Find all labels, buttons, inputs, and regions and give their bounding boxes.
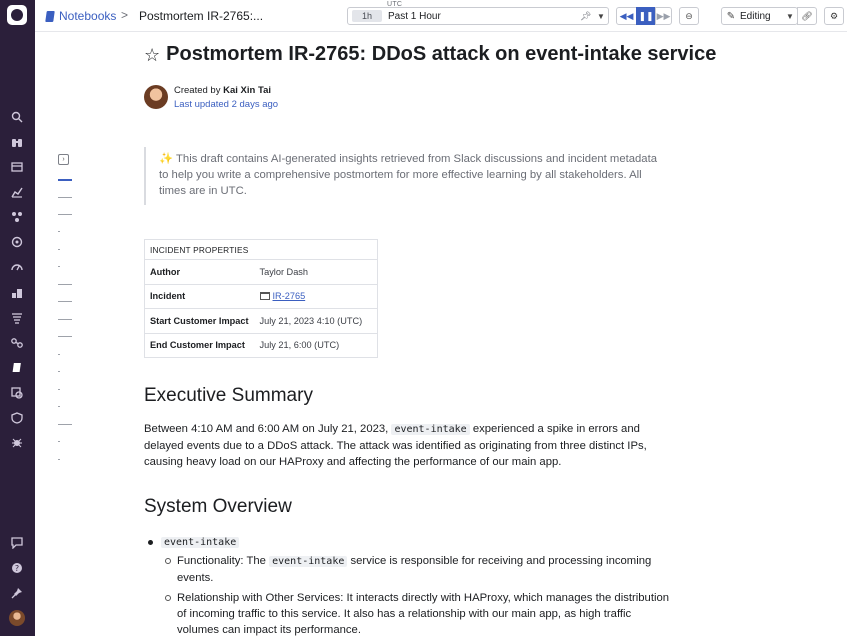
logs-icon[interactable] [10, 311, 24, 325]
outline-item[interactable] [58, 214, 72, 215]
incident-id: IR-2765 [272, 291, 306, 302]
pause-icon: ❚❚ [638, 10, 654, 21]
incident-icon [260, 292, 270, 300]
rewind-icon: ◀◀ [619, 10, 634, 21]
sparkle-icon: ✨ [159, 153, 174, 165]
service-code: event-intake [269, 556, 347, 567]
security-shield-icon[interactable] [10, 411, 24, 425]
edit-mode-label: Editing [740, 10, 771, 22]
property-value [255, 284, 378, 309]
author-name: Kai Xin Tai [223, 85, 271, 96]
time-range-value: Past 1 Hour [388, 10, 441, 22]
ai-callout [144, 147, 666, 205]
table-row [145, 284, 378, 309]
functionality-after: service is responsible for receiving and processing incoming events. [177, 555, 652, 584]
infrastructure-icon[interactable] [10, 286, 24, 300]
metrics-icon[interactable] [10, 185, 24, 199]
bullet-dot [148, 540, 153, 545]
property-value: Taylor Dash [255, 260, 378, 285]
table-row [145, 309, 378, 334]
outline-item[interactable] [58, 319, 72, 320]
outline-item[interactable] [58, 406, 60, 407]
chevron-down-icon[interactable]: ▼ [597, 11, 605, 21]
gear-icon: ⚙ [829, 10, 839, 21]
summary-text-before: Between 4:10 AM and 6:00 AM on July 21, 2023, [144, 423, 389, 435]
service-code: event-intake [161, 537, 239, 548]
rewind-button[interactable] [616, 7, 637, 25]
breadcrumb-notebooks-label: Notebooks [59, 9, 117, 23]
outline-item[interactable] [58, 441, 60, 442]
outline-item[interactable] [58, 459, 60, 460]
dashboard-icon[interactable] [10, 160, 24, 174]
datadog-logo[interactable] [7, 5, 27, 25]
monitors-icon[interactable] [10, 235, 24, 249]
chat-icon[interactable] [10, 536, 24, 550]
breadcrumb-separator: > [121, 8, 129, 22]
copy-link-button[interactable] [797, 7, 817, 25]
outline-item[interactable] [58, 371, 60, 372]
property-value: July 21, 2023 4:10 (UTC) [255, 309, 378, 334]
outline-item[interactable] [58, 249, 60, 250]
last-updated-link[interactable]: Last updated 2 days ago [174, 99, 279, 110]
zoom-icon: ⊖ [685, 10, 693, 21]
synthetics-icon[interactable] [10, 386, 24, 400]
outline-item[interactable] [58, 284, 72, 285]
property-key: End Customer Impact [145, 333, 255, 358]
incident-properties-table [144, 239, 378, 358]
outline-item[interactable] [58, 389, 60, 390]
author-block [144, 84, 278, 112]
outline-item[interactable] [58, 179, 72, 181]
integrations-icon[interactable] [10, 210, 24, 224]
outline-item[interactable] [58, 336, 72, 337]
bullet-circle [165, 595, 171, 601]
page-title[interactable]: Postmortem IR-2765: DDoS attack on event-intake service [166, 43, 717, 65]
system-overview-heading: System Overview [144, 496, 292, 517]
time-range-picker[interactable] [347, 7, 609, 25]
created-by [174, 84, 278, 98]
incident-properties-header: INCIDENT PROPERTIES [150, 244, 249, 255]
star-icon[interactable]: ☆ [144, 44, 161, 65]
timezone-label: UTC [387, 1, 403, 8]
relationship-text: Relationship with Other Services: It interacts directly with HAProxy, which manages the distribution of incoming traffic to this service. It also has a relationship with our main app, as high traffic volumes can impact its performance. [177, 592, 670, 636]
property-key: Incident [145, 284, 255, 309]
chevron-down-icon: ▼ [786, 11, 794, 21]
outline-item[interactable] [58, 301, 72, 302]
property-key: Start Customer Impact [145, 309, 255, 334]
sidebar-toggle-icon: › [62, 156, 65, 163]
executive-summary-heading: Executive Summary [144, 385, 313, 406]
zoom-out-button[interactable] [679, 7, 699, 25]
created-by-prefix: Created by [174, 85, 221, 96]
outline-toggle[interactable] [58, 154, 69, 165]
time-badge: 1h [352, 10, 382, 22]
apm-icon[interactable] [10, 260, 24, 274]
service-map-icon[interactable] [10, 336, 24, 350]
edit-mode-dropdown[interactable] [721, 7, 798, 25]
settings-button[interactable] [824, 7, 844, 25]
property-value: July 21, 6:00 (UTC) [255, 333, 378, 358]
table-row [145, 260, 378, 285]
notebooks-icon[interactable] [10, 361, 24, 375]
bug-icon[interactable] [10, 436, 24, 450]
outline-item[interactable] [58, 354, 60, 355]
top-bar [35, 0, 847, 32]
pin-icon[interactable]: 📌︎ [580, 10, 592, 21]
title-row [144, 43, 716, 66]
list-item [164, 590, 674, 636]
search-icon[interactable] [10, 110, 24, 124]
breadcrumb-current: Postmortem IR-2765:... [139, 9, 264, 23]
breadcrumb-notebooks[interactable] [46, 9, 116, 23]
link-icon: 🔗︎ [801, 10, 813, 21]
functionality-before: Functionality: The [177, 555, 266, 567]
executive-summary-text [144, 421, 672, 470]
callout-text: This draft contains AI-generated insights retrieved from Slack discussions and incident metadata to help you write a comprehensive postmortem for more effective learning by all stakeholders. All times are in UTC. [159, 153, 658, 197]
incident-link[interactable] [260, 291, 306, 301]
notebook-icon [45, 11, 55, 22]
list-item [148, 534, 676, 551]
user-avatar[interactable] [9, 610, 25, 626]
avatar [144, 85, 168, 109]
table-row [145, 333, 378, 358]
bullet-circle [165, 558, 171, 564]
service-code: event-intake [391, 424, 469, 435]
help-icon[interactable] [10, 561, 24, 575]
outline-item[interactable] [58, 266, 60, 267]
outline-item[interactable] [58, 424, 72, 425]
summary-text-after: experienced a spike in errors and delayed events due to a DDoS attack. The attack was identified as originating from three distinct IPs, causing heavy load on our HAProxy and affecting the performance of our main app. [144, 423, 647, 468]
outline-item[interactable] [58, 197, 72, 198]
property-key: Author [145, 260, 255, 285]
pause-button[interactable] [636, 7, 656, 25]
pencil-icon: ✎ [726, 10, 736, 22]
fast-forward-button[interactable] [655, 7, 672, 25]
outline-item[interactable] [58, 231, 60, 232]
pin-icon[interactable] [10, 586, 24, 600]
list-item [164, 553, 674, 586]
binoculars-icon[interactable] [10, 135, 24, 149]
left-nav [0, 0, 35, 636]
svg-text:?: ? [14, 564, 20, 573]
fast-forward-icon: ▶▶ [656, 10, 671, 21]
